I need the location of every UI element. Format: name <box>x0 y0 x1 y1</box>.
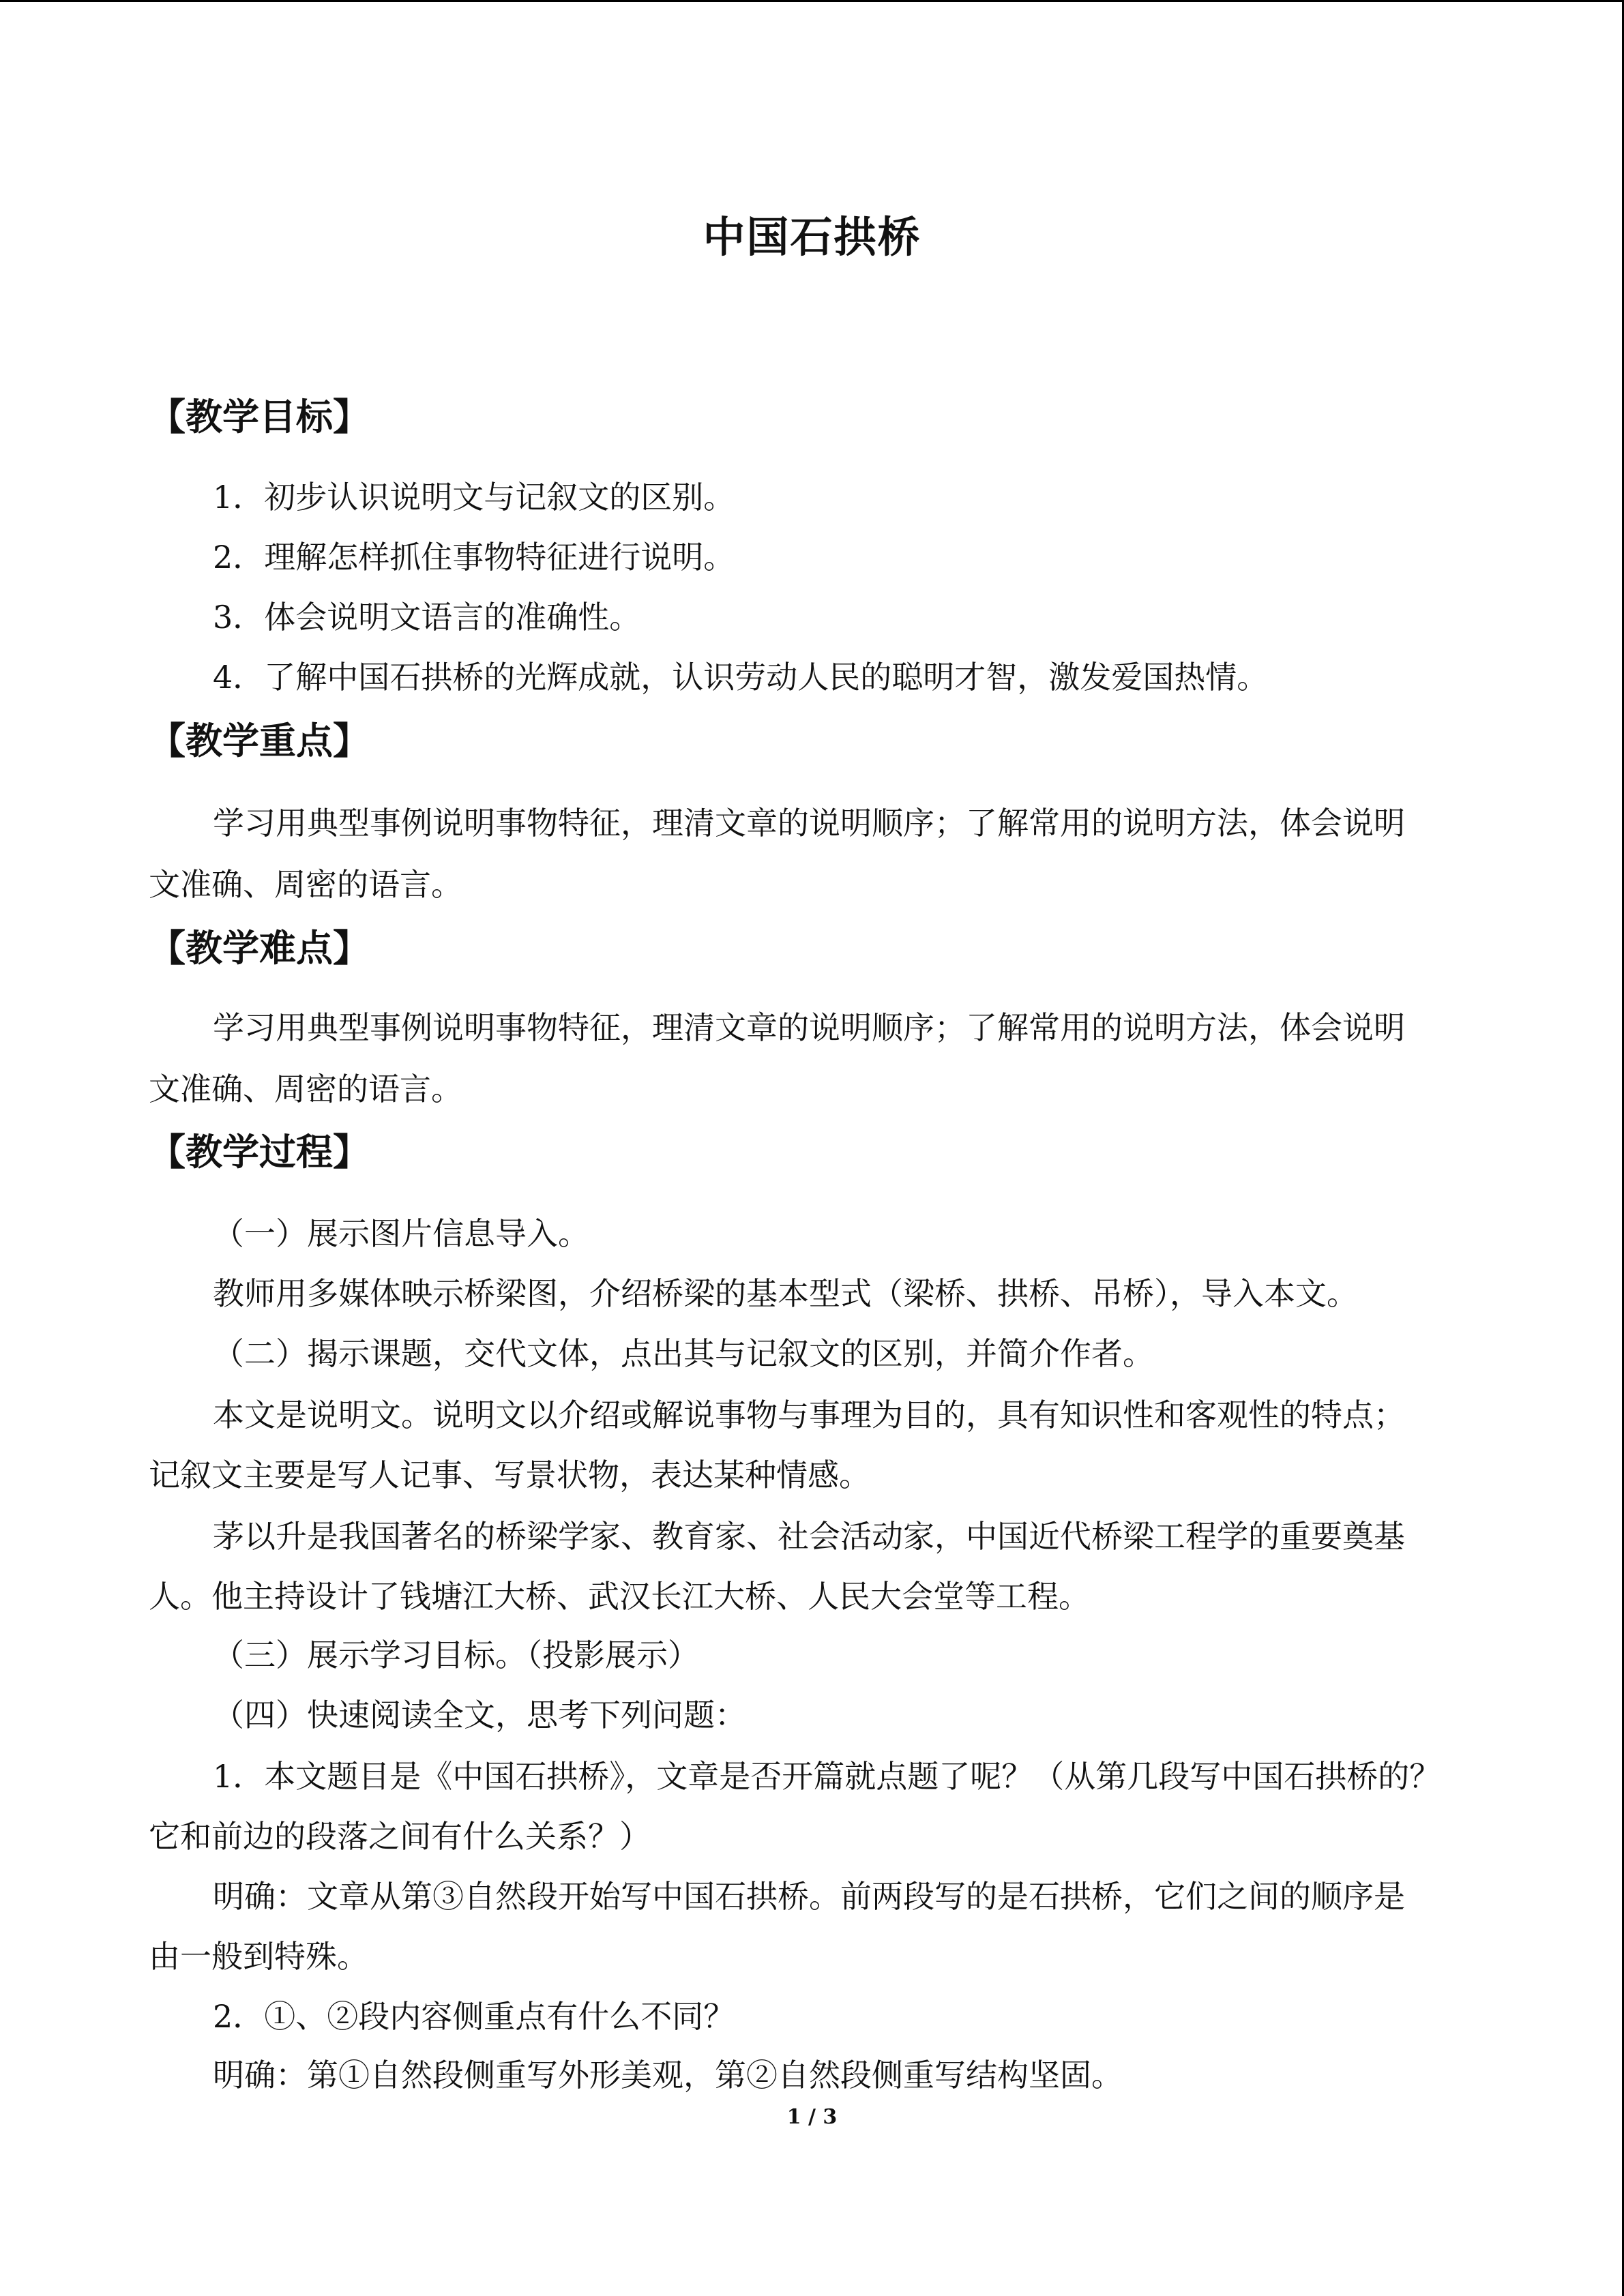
paragraph-line: 学习用典型事例说明事物特征，理清文章的说明顺序；了解常用的说明方法，体会说明 <box>213 1009 1405 1046</box>
document-title: 中国石拱桥 <box>703 212 921 262</box>
section-heading-process: 【教学过程】 <box>149 1131 370 1174</box>
paragraph-line: 1．本文题目是《中国石拱桥》，文章是否开篇就点题了呢？（从第几段写中国石拱桥的？ <box>213 1758 1441 1795</box>
paragraph-line: 它和前边的段落之间有什么关系？） <box>149 1818 651 1855</box>
objective-item: 2．理解怎样抓住事物特征进行说明。 <box>213 539 735 576</box>
paragraph-line: 本文是说明文。说明文以介绍或解说事物与事理为目的，具有知识性和客观性的特点； <box>213 1397 1405 1433</box>
paragraph-line: 由一般到特殊。 <box>149 1938 368 1975</box>
objective-item: 1．初步认识说明文与记叙文的区别。 <box>213 479 735 516</box>
paragraph-line: （二）揭示课题，交代文体，点出其与记叙文的区别，并简介作者。 <box>213 1335 1154 1372</box>
paragraph-line: 2．①、②段内容侧重点有什么不同？ <box>213 1998 735 2035</box>
paragraph-line: （一）展示图片信息导入。 <box>213 1215 589 1252</box>
paragraph-line: 文准确、周密的语言。 <box>149 1071 462 1107</box>
paragraph-line: 记叙文主要是写人记事、写景状物，表达某种情感。 <box>149 1457 870 1493</box>
section-heading-difficulties: 【教学难点】 <box>149 927 370 970</box>
objective-item: 4．了解中国石拱桥的光辉成就，认识劳动人民的聪明才智，激发爱国热情。 <box>213 659 1269 696</box>
section-heading-key-points: 【教学重点】 <box>149 719 370 762</box>
paragraph-line: 人。他主持设计了钱塘江大桥、武汉长江大桥、人民大会堂等工程。 <box>149 1578 1090 1615</box>
section-heading-objectives: 【教学目标】 <box>149 396 370 438</box>
page-number: 1 / 3 <box>786 2105 838 2129</box>
paragraph-line: （四）快速阅读全文，思考下列问题： <box>213 1697 746 1733</box>
paragraph-line: 茅以升是我国著名的桥梁学家、教育家、社会活动家，中国近代桥梁工程学的重要奠基 <box>213 1518 1405 1555</box>
objective-item: 3．体会说明文语言的准确性。 <box>213 599 641 636</box>
paragraph-line: 明确：第①自然段侧重写外形美观，第②自然段侧重写结构坚固。 <box>213 2057 1123 2093</box>
paragraph-line: 明确：文章从第③自然段开始写中国石拱桥。前两段写的是石拱桥，它们之间的顺序是 <box>213 1878 1405 1915</box>
paragraph-line: （三）展示学习目标。（投影展示） <box>213 1637 699 1673</box>
paragraph-line: 文准确、周密的语言。 <box>149 866 462 903</box>
paragraph-line: 学习用典型事例说明事物特征，理清文章的说明顺序；了解常用的说明方法，体会说明 <box>213 805 1405 841</box>
paragraph-line: 教师用多媒体映示桥梁图，介绍桥梁的基本型式（梁桥、拱桥、吊桥），导入本文。 <box>213 1275 1358 1312</box>
